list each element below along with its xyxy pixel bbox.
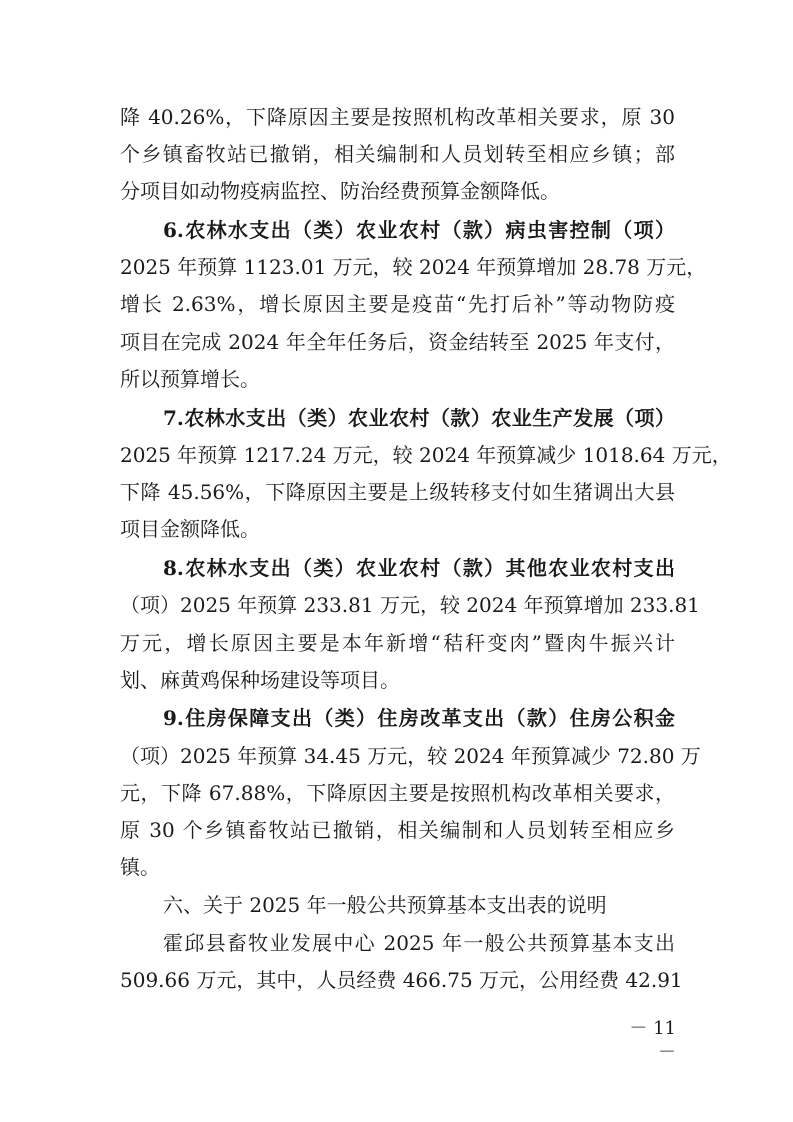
paragraph-line: 划、麻黄鸡保种场建设等项目。 xyxy=(120,668,400,692)
paragraph-line: 万元，增长原因主要是本年新增“秸秆变肉”暨肉牛振兴计 xyxy=(120,631,675,655)
section-heading: 9.住房保障支出（类）住房改革支出（款）住房公积金 xyxy=(163,706,675,730)
paragraph-line: 增长 2.63%，增长原因主要是疫苗“先打后补”等动物防疫 xyxy=(120,292,675,316)
paragraph-line: 霍邱县畜牧业发展中心 2025 年一般公共预算基本支出 xyxy=(163,931,675,955)
paragraph-line: 2025 年预算 1217.24 万元，较 2024 年预算减少 1018.64 万元， xyxy=(120,443,732,467)
paragraph-line: 所以预算增长。 xyxy=(120,367,260,391)
paragraph-line: 2025 年预算 1123.01 万元，较 2024 年预算增加 28.78 万元， xyxy=(120,255,707,279)
page-number: － 11 － xyxy=(629,1018,676,1063)
paragraph-line: 原 30 个乡镇畜牧站已撤销，相关编制和人员划转至相应乡 xyxy=(120,818,675,842)
paragraph-line: （项）2025 年预算 34.45 万元，较 2024 年预算减少 72.80 万 xyxy=(120,744,701,768)
paragraph-line: 元，下降 67.88%，下降原因主要是按照机构改革相关要求， xyxy=(120,781,675,805)
paragraph-line: 个乡镇畜牧站已撤销，相关编制和人员划转至相应乡镇；部 xyxy=(120,142,675,166)
paragraph-line: 项目在完成 2024 年全年任务后，资金结转至 2025 年支付， xyxy=(120,330,675,354)
paragraph-line: （项）2025 年预算 233.81 万元，较 2024 年预算增加 233.81 xyxy=(120,593,700,617)
section-title: 六、关于 2025 年一般公共预算基本支出表的说明 xyxy=(163,893,607,917)
paragraph-line: 降 40.26%，下降原因主要是按照机构改革相关要求，原 30 xyxy=(120,105,675,129)
paragraph-line: 项目金额降低。 xyxy=(120,517,260,541)
paragraph-line: 509.66 万元，其中，人员经费 466.75 万元，公用经费 42.91 xyxy=(120,968,683,992)
paragraph-line: 分项目如动物疫病监控、防治经费预算金额降低。 xyxy=(120,179,560,203)
paragraph-line: 下降 45.56%，下降原因主要是上级转移支付如生猪调出大县 xyxy=(120,480,675,504)
paragraph-line: 镇。 xyxy=(120,855,160,879)
section-heading: 6.农林水支出（类）农业农村（款）病虫害控制（项） xyxy=(163,218,675,242)
section-heading: 8.农林水支出（类）农业农村（款）其他农业农村支出 xyxy=(163,556,675,580)
section-heading: 7.农林水支出（类）农业农村（款）农业生产发展（项） xyxy=(163,406,675,430)
